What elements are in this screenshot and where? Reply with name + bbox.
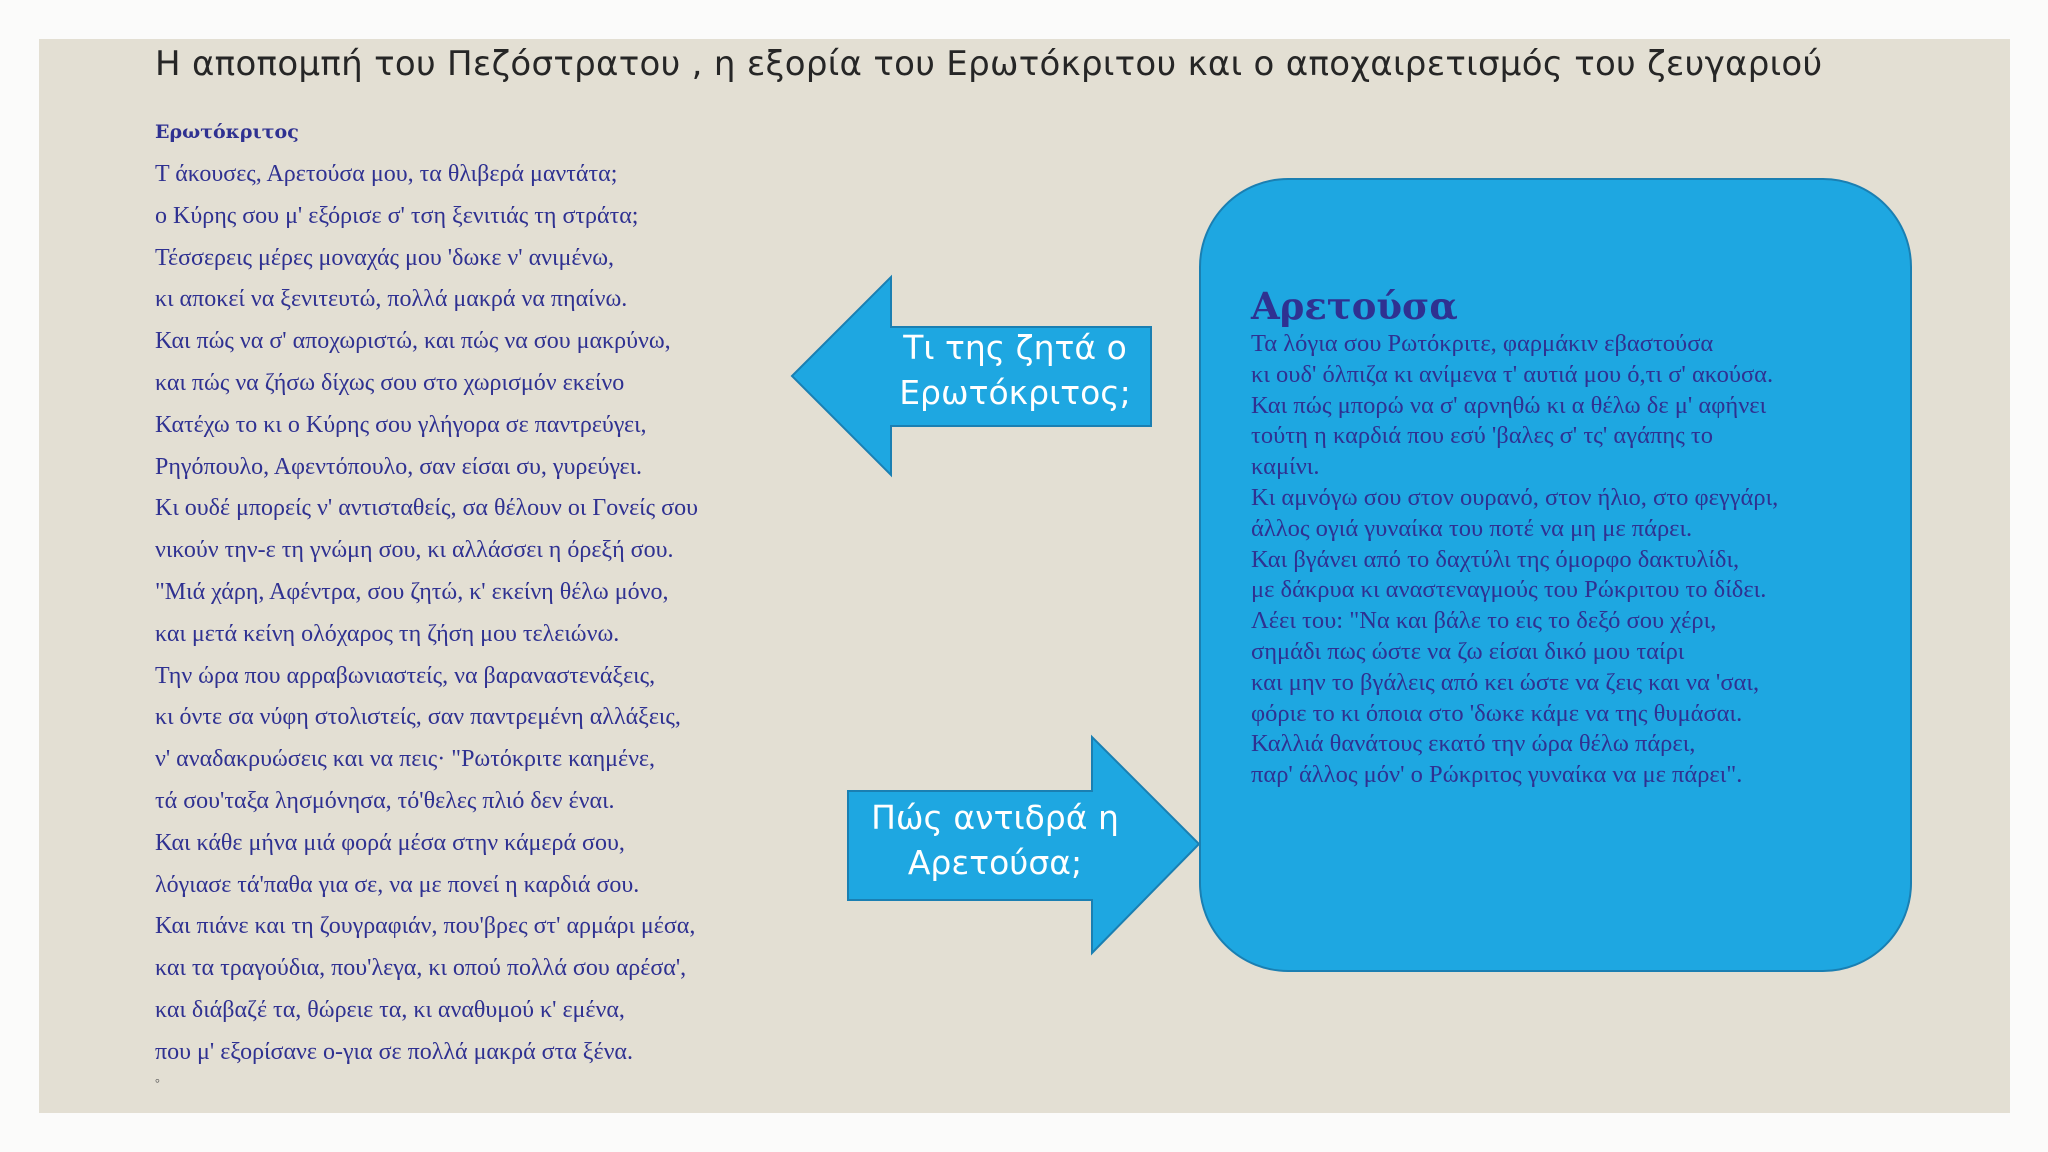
poem-line: και τα τραγούδια, που'λεγα, κι οπού πολλά σου αρέσα', bbox=[155, 955, 687, 982]
poem-line: Και πιάνε και τη ζουγραφιάν, που'βρες στ' αρμάρι μέσα, bbox=[155, 913, 696, 940]
poem-line: Τέσσερεις μέρες μοναχάς μου 'δωκε ν' ανιμένω, bbox=[155, 244, 615, 271]
poem-line: Και πώς να σ' αποχωριστώ, και πώς να σου μακρύνω, bbox=[155, 328, 671, 355]
poem-line: ο Κύρης σου μ' εξόρισε σ' τση ξενιτιάς τη στράτα; bbox=[155, 202, 639, 229]
left-arrow-text-line: Τι της ζητά ο bbox=[903, 328, 1127, 367]
poem-line: τά σου'ταξα λησμόνησα, τό'θελες πλιό δεν έναι. bbox=[155, 787, 615, 814]
aretousa-line: άλλος ογιά γυναίκα του ποτέ να μη με πάρει. bbox=[1251, 514, 1693, 542]
aretousa-box-title: Αρετούσα bbox=[1251, 284, 1458, 328]
footer-mark: ° bbox=[155, 1076, 160, 1090]
poem-line: λόγιασε τά'παθα για σε, να με πονεί η καρδιά σου. bbox=[155, 871, 640, 898]
aretousa-line: με δάκρυα κι αναστεναγμούς του Ρώκριτου το δίδει. bbox=[1251, 576, 1767, 604]
poem-line: που μ' εξορίσανε ο-για σε πολλά μακρά στα ξένα. bbox=[155, 1038, 634, 1065]
poem-line: Και κάθε μήνα μιά φορά μέσα στην κάμερά σου, bbox=[155, 829, 625, 856]
slide-title: Η αποπομπή του Πεζόστρατου , η εξορία του Ερωτόκριτου και ο αποχαιρετισμός του ζευγαριού bbox=[155, 44, 1823, 84]
poem-line: Κι ουδέ μπορείς ν' αντισταθείς, σα θέλουν οι Γονείς σου bbox=[155, 495, 698, 522]
poem-line: ν' αναδακρυώσεις και να πεις· "Ρωτόκριτε καημένε, bbox=[155, 746, 655, 773]
poem-line: "Μιά χάρη, Αφέντρα, σου ζητώ, κ' εκείνη θέλω μόνο, bbox=[155, 578, 669, 605]
poem-line: και μετά κείνη ολόχαρος τη ζήση μου τελειώνω. bbox=[155, 620, 620, 647]
poem-line: Ρηγόπουλο, Αφεντόπουλο, σαν είσαι συ, γυρεύγει. bbox=[155, 453, 643, 480]
aretousa-box-text bbox=[1251, 329, 1901, 791]
poem-line: κι αποκεί να ξενιτευτώ, πολλά μακρά να πηαίνω. bbox=[155, 286, 628, 313]
aretousa-line: Και πώς μπορώ να σ' αρνηθώ κι α θέλω δε μ' αφήνει bbox=[1251, 391, 1767, 419]
poem-line: Τ άκουσες, Αρετούσα μου, τα θλιβερά μαντάτα; bbox=[155, 161, 618, 187]
aretousa-line: παρ' άλλος μόν' ο Ρώκριτος γυναίκα να με πάρει". bbox=[1251, 761, 1743, 789]
poem-line: και διάβαζέ τα, θώρειε τα, κι αναθυμού κ' εμένα, bbox=[155, 996, 625, 1023]
aretousa-line: Κι αμνόγω σου στον ουρανό, στον ήλιο, στο φεγγάρι, bbox=[1251, 483, 1779, 511]
poem-line: Κατέχω το κι ο Κύρης σου γλήγορα σε παντρεύγει, bbox=[155, 411, 647, 438]
aretousa-line: σημάδι πως ώστε να ζω είσαι δικό μου ταίρι bbox=[1251, 637, 1685, 665]
poem-line: κι όντε σα νύφη στολιστείς, σαν παντρεμένη αλλάξεις, bbox=[155, 704, 681, 731]
aretousa-line: τούτη η καρδιά που εσύ 'βαλες σ' τς' αγάπης το bbox=[1251, 422, 1714, 450]
aretousa-line: Και βγάνει από το δαχτύλι της όμορφο δακτυλίδι, bbox=[1251, 545, 1740, 573]
poem-line: Την ώρα που αρραβωνιαστείς, να βαραναστενάξεις, bbox=[155, 662, 656, 689]
poem-line: και πώς να ζήσω δίχως σου στο χωρισμόν εκείνο bbox=[155, 369, 625, 396]
speaker-label: Ερωτόκριτος bbox=[155, 121, 299, 143]
right-arrow-text-line: Πώς αντιδρά η bbox=[871, 798, 1119, 837]
aretousa-line: καμίνι. bbox=[1251, 453, 1320, 481]
aretousa-line: Καλλιά θανάτους εκατό την ώρα θέλω πάρει, bbox=[1251, 730, 1696, 758]
left-arrow-text-line: Ερωτόκριτος; bbox=[899, 373, 1131, 412]
aretousa-line: Τα λόγια σου Ρωτόκριτε, φαρμάκιν εβαστούσα bbox=[1251, 330, 1714, 357]
aretousa-box-content bbox=[1251, 283, 1901, 791]
aretousa-line: φόριε το κι όποια στο 'δωκε κάμε να της θυμάσαι. bbox=[1251, 699, 1743, 727]
aretousa-line: και μην το βγάλεις από κει ώστε να ζεις και να 'σαι, bbox=[1251, 668, 1760, 696]
right-arrow-label bbox=[850, 795, 1140, 885]
right-arrow-text-line: Αρετούσα; bbox=[907, 843, 1083, 882]
aretousa-line: κι ουδ' όλπιζα κι ανίμενα τ' αυτιά μου ό,τι σ' ακούσα. bbox=[1251, 360, 1774, 388]
left-arrow-label bbox=[880, 325, 1150, 415]
aretousa-line: Λέει του: "Να και βάλε το εις το δεξό σου χέρι, bbox=[1251, 607, 1717, 635]
poem-line: νικούν την-ε τη γνώμη σου, κι αλλάσσει η όρεξή σου. bbox=[155, 537, 674, 564]
